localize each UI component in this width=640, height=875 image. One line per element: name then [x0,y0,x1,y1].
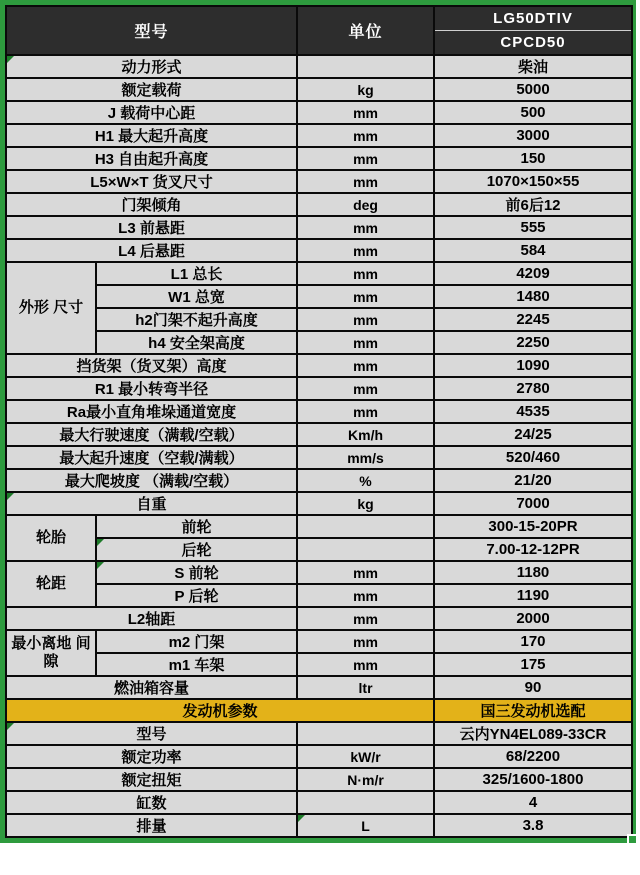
group-label-cell[interactable]: 最小离地 间隙 [6,630,96,676]
unit-cell[interactable]: mm [297,285,434,308]
value-cell[interactable]: 1180 [434,561,632,584]
spec-label-cell[interactable]: 前轮 [96,515,297,538]
unit-cell[interactable]: mm [297,170,434,193]
unit-cell[interactable] [297,515,434,538]
spec-label-cell[interactable]: h2门架不起升高度 [96,308,297,331]
header-row [6,6,632,31]
spec-row [6,400,632,423]
value-cell[interactable]: 2780 [434,377,632,400]
spec-label-cell[interactable]: 型号 [6,722,297,745]
spec-label-cell[interactable]: Ra最小直角堆垛通道宽度 [6,400,297,423]
unit-cell[interactable]: N·m/r [297,768,434,791]
unit-cell[interactable]: mm [297,354,434,377]
unit-cell[interactable]: % [297,469,434,492]
spec-row [6,147,632,170]
unit-cell[interactable]: mm [297,561,434,584]
spec-row [6,239,632,262]
spec-label-cell[interactable]: 门架倾角 [6,193,297,216]
spec-row [6,561,632,584]
spec-row [6,607,632,630]
section-title-cell[interactable]: 发动机参数 [6,699,434,722]
value-cell[interactable]: 柴油 [434,55,632,78]
value-cell[interactable]: 1480 [434,285,632,308]
spec-label-cell[interactable]: P 后轮 [96,584,297,607]
value-cell[interactable]: 4535 [434,400,632,423]
spec-row [6,515,632,538]
spec-label-cell[interactable]: L5×W×T 货叉尺寸 [6,170,297,193]
unit-cell[interactable]: mm [297,653,434,676]
spec-row [6,630,632,653]
value-cell[interactable]: 500 [434,101,632,124]
unit-cell[interactable] [297,722,434,745]
value-cell[interactable]: 150 [434,147,632,170]
spec-label-cell[interactable]: L3 前悬距 [6,216,297,239]
spec-row [6,814,632,837]
spec-label-cell[interactable]: 后轮 [96,538,297,561]
section-value-cell[interactable]: 国三发动机选配 [434,699,632,722]
unit-cell[interactable]: mm [297,584,434,607]
spec-label-cell[interactable]: L2轴距 [6,607,297,630]
unit-cell[interactable]: mm [297,239,434,262]
comment-flag-icon [97,539,104,546]
spec-row [6,423,632,446]
spec-row [6,354,632,377]
spec-row [6,676,632,699]
spec-label-cell[interactable]: S 前轮 [96,561,297,584]
spec-label-cell[interactable]: 最大起升速度（空载/满载） [6,446,297,469]
spec-label-cell[interactable]: 自重 [6,492,297,515]
value-cell[interactable]: 584 [434,239,632,262]
spec-row [6,492,632,515]
spec-row [6,331,632,354]
value-cell[interactable]: 1070×150×55 [434,170,632,193]
value-cell[interactable]: 520/460 [434,446,632,469]
group-label-cell[interactable]: 外形 尺寸 [6,262,96,354]
spec-label-cell[interactable]: J 载荷中心距 [6,101,297,124]
value-cell[interactable]: 21/20 [434,469,632,492]
spec-label-cell[interactable]: 最大爬坡度 （满载/空载） [6,469,297,492]
selection-fill-handle[interactable] [627,834,638,845]
spec-row [6,55,632,78]
value-cell[interactable]: 555 [434,216,632,239]
value-cell[interactable]: 7.00-12-12PR [434,538,632,561]
spec-row [6,78,632,101]
value-cell[interactable]: 325/1600-1800 [434,768,632,791]
value-cell[interactable]: 90 [434,676,632,699]
spec-label-cell[interactable]: 额定功率 [6,745,297,768]
header-model-cell[interactable]: 型号 [6,6,297,55]
spec-label-cell[interactable]: H1 最大起升高度 [6,124,297,147]
value-cell[interactable]: 2245 [434,308,632,331]
unit-cell[interactable]: mm [297,607,434,630]
spec-label-cell[interactable]: h4 安全架高度 [96,331,297,354]
value-cell[interactable]: 7000 [434,492,632,515]
value-cell[interactable]: 3000 [434,124,632,147]
spec-row [6,791,632,814]
spec-row [6,584,632,607]
unit-cell[interactable]: mm [297,101,434,124]
unit-cell[interactable]: mm [297,216,434,239]
spec-row [6,469,632,492]
spec-row [6,653,632,676]
unit-cell[interactable]: mm [297,377,434,400]
spec-label-cell[interactable]: 缸数 [6,791,297,814]
value-cell[interactable]: 云内YN4EL089-33CR [434,722,632,745]
header-model-name-top[interactable]: LG50DTIV [434,6,632,31]
spec-label-cell[interactable]: H3 自由起升高度 [6,147,297,170]
comment-flag-icon [97,562,104,569]
spec-row [6,216,632,239]
spec-label-cell[interactable]: 额定载荷 [6,78,297,101]
unit-cell[interactable]: mm [297,124,434,147]
group-label-cell[interactable]: 轮距 [6,561,96,607]
unit-cell[interactable]: mm [297,262,434,285]
header-model-name-bottom[interactable]: CPCD50 [434,31,632,56]
comment-flag-icon [298,815,305,822]
spec-row [6,101,632,124]
value-cell[interactable]: 5000 [434,78,632,101]
value-cell[interactable]: 1190 [434,584,632,607]
spec-row [6,262,632,285]
spec-row [6,446,632,469]
header-unit-cell[interactable]: 单位 [297,6,434,55]
spec-label-cell[interactable]: R1 最小转弯半径 [6,377,297,400]
unit-cell[interactable]: mm [297,331,434,354]
value-cell[interactable]: 前6后12 [434,193,632,216]
unit-cell[interactable]: mm [297,630,434,653]
value-cell[interactable]: 4209 [434,262,632,285]
value-cell[interactable]: 300-15-20PR [434,515,632,538]
value-cell[interactable]: 175 [434,653,632,676]
spec-label-cell[interactable]: 动力形式 [6,55,297,78]
spec-label-cell[interactable]: 燃油箱容量 [6,676,297,699]
comment-flag-icon [7,56,14,63]
spec-label-cell[interactable]: m1 车架 [96,653,297,676]
value-cell[interactable]: 2250 [434,331,632,354]
spec-label-cell[interactable]: L1 总长 [96,262,297,285]
spec-row [6,768,632,791]
comment-flag-icon [7,723,14,730]
spec-label-cell[interactable]: W1 总宽 [96,285,297,308]
unit-cell[interactable]: mm [297,400,434,423]
value-cell[interactable]: 4 [434,791,632,814]
value-cell[interactable]: 68/2200 [434,745,632,768]
spec-row [6,308,632,331]
spec-label-cell[interactable]: 挡货架（货叉架）高度 [6,354,297,377]
unit-cell[interactable] [297,538,434,561]
unit-cell[interactable]: mm/s [297,446,434,469]
unit-cell[interactable]: kW/r [297,745,434,768]
spec-rows [6,55,632,837]
unit-cell[interactable]: mm [297,147,434,170]
spec-label-cell[interactable]: 最大行驶速度（满载/空载） [6,423,297,446]
spec-row [6,124,632,147]
value-cell[interactable]: 3.8 [434,814,632,837]
unit-cell[interactable]: kg [297,78,434,101]
unit-cell[interactable] [297,791,434,814]
value-cell[interactable]: 2000 [434,607,632,630]
group-label-cell[interactable]: 轮胎 [6,515,96,561]
spec-row [6,538,632,561]
unit-cell[interactable]: mm [297,308,434,331]
unit-cell[interactable]: deg [297,193,434,216]
unit-cell[interactable]: kg [297,492,434,515]
unit-cell[interactable]: ltr [297,676,434,699]
unit-cell[interactable] [297,55,434,78]
forklift-spec-table [5,5,633,838]
engine-section-row [6,699,632,722]
comment-flag-icon [7,493,14,500]
spec-label-cell[interactable]: L4 后悬距 [6,239,297,262]
table-header [6,6,632,55]
spec-row [6,285,632,308]
value-cell[interactable]: 24/25 [434,423,632,446]
value-cell[interactable]: 1090 [434,354,632,377]
spec-row [6,377,632,400]
value-cell[interactable]: 170 [434,630,632,653]
spec-row [6,193,632,216]
unit-cell[interactable]: L [297,814,434,837]
spec-row [6,722,632,745]
spec-label-cell[interactable]: 额定扭矩 [6,768,297,791]
spec-row [6,745,632,768]
spec-label-cell[interactable]: m2 门架 [96,630,297,653]
spec-label-cell[interactable]: 排量 [6,814,297,837]
spec-row [6,170,632,193]
unit-cell[interactable]: Km/h [297,423,434,446]
